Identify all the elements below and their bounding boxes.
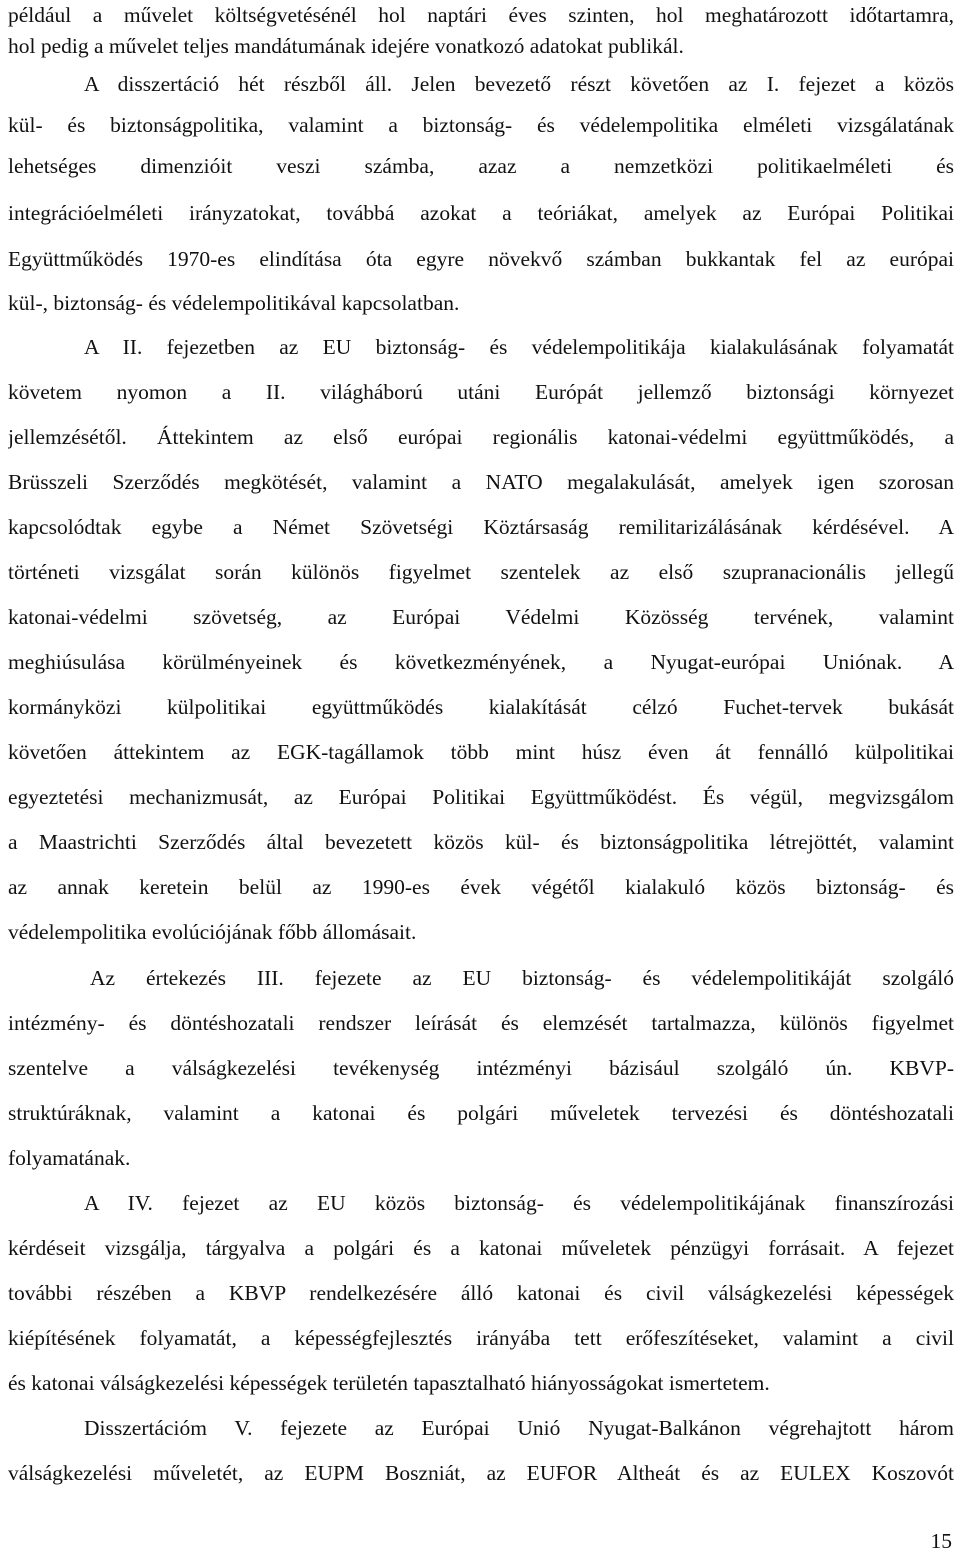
text-line: Az értekezés III. fejezete az EU biztonság- és védelempolitikáját szolgáló: [90, 966, 954, 990]
text-line: A IV. fejezet az EU közös biztonság- és védelempolitikájának finanszírozási: [84, 1191, 954, 1215]
text-line: kül-, biztonság- és védelempolitikával kapcsolatban.: [8, 291, 460, 315]
text-line: védelempolitika evolúciójának főbb állomásait.: [8, 920, 417, 944]
text-line: folyamatának.: [8, 1146, 131, 1170]
text-line: követően áttekintem az EGK-tagállamok több mint húsz éven át fennálló külpolitikai: [8, 740, 954, 764]
text-line: hol pedig a művelet teljes mandátumának idejére vonatkozó adatokat publikál.: [8, 34, 684, 58]
text-line: intézmény- és döntéshozatali rendszer leírását és elemzését tartalmazza, különös figyelmet: [8, 1011, 954, 1035]
text-line: A II. fejezetben az EU biztonság- és védelempolitikája kialakulásának folyamatát: [84, 335, 954, 359]
text-line: például a művelet költségvetésénél hol naptári éves szinten, hol meghatározott időtartamra,: [8, 3, 954, 27]
text-line: lehetséges dimenzióit veszi számba, azaz a nemzetközi politikaelméleti és: [8, 154, 954, 178]
text-line: válságkezelési műveletét, az EUPM Boszniát, az EUFOR Altheát és az EULEX Koszovót: [8, 1461, 954, 1485]
text-line: Brüsszeli Szerződés megkötését, valamint a NATO megalakulását, amelyek igen szorosan: [8, 470, 954, 494]
text-line: kormányközi külpolitikai együttműködés kialakítását célzó Fuchet-tervek bukását: [8, 695, 954, 719]
text-line: Disszertációm V. fejezete az Európai Unió Nyugat-Balkánon végrehajtott három: [84, 1416, 954, 1440]
text-line: az annak keretein belül az 1990-es évek végétől kialakuló közös biztonság- és: [8, 875, 954, 899]
text-line: egyeztetési mechanizmusát, az Európai Politikai Együttműködést. És végül, megvizsgálom: [8, 785, 954, 809]
text-line: jellemzésétől. Áttekintem az első európai regionális katonai-védelmi együttműködés, a: [8, 425, 954, 449]
text-line: további részében a KBVP rendelkezésére álló katonai és civil válságkezelési képességek: [8, 1281, 954, 1305]
text-line: katonai-védelmi szövetség, az Európai Védelmi Közösség tervének, valamint: [8, 605, 954, 629]
text-line: szentelve a válságkezelési tevékenység intézményi bázisául szolgáló ún. KBVP-: [8, 1056, 954, 1080]
text-line: követem nyomon a II. világháború utáni Európát jellemző biztonsági környezet: [8, 380, 954, 404]
text-line: a Maastrichti Szerződés által bevezetett közös kül- és biztonságpolitika létrejöttét, valamint: [8, 830, 954, 854]
text-line: történeti vizsgálat során különös figyelmet szentelek az első szupranacionális jellegű: [8, 560, 954, 584]
text-line: A disszertáció hét részből áll. Jelen bevezető részt követően az I. fejezet a közös: [84, 72, 954, 96]
text-line: kapcsolódtak egybe a Német Szövetségi Köztársaság remilitarizálásának kérdésével. A: [8, 515, 954, 539]
text-line: kül- és biztonságpolitika, valamint a biztonság- és védelempolitika elméleti vizsgálatának: [8, 113, 954, 137]
text-line: kérdéseit vizsgálja, tárgyalva a polgári és a katonai műveletek pénzügyi forrásait. A fejezet: [8, 1236, 954, 1260]
text-line: meghiúsulása körülményeinek és következményének, a Nyugat-európai Uniónak. A: [8, 650, 954, 674]
text-line: kiépítésének folyamatát, a képességfejlesztés irányába tett erőfeszítéseket, valamint a civil: [8, 1326, 954, 1350]
text-line: struktúráknak, valamint a katonai és polgári műveletek tervezési és döntéshozatali: [8, 1101, 954, 1125]
page-number: 15: [930, 1529, 952, 1553]
text-line: integrációelméleti irányzatokat, továbbá azokat a teóriákat, amelyek az Európai Politikai: [8, 201, 954, 225]
text-line: és katonai válságkezelési képességek területén tapasztalható hiányosságokat ismertetem.: [8, 1371, 770, 1395]
text-line: Együttműködés 1970-es elindítása óta egyre növekvő számban bukkantak fel az európai: [8, 247, 954, 271]
